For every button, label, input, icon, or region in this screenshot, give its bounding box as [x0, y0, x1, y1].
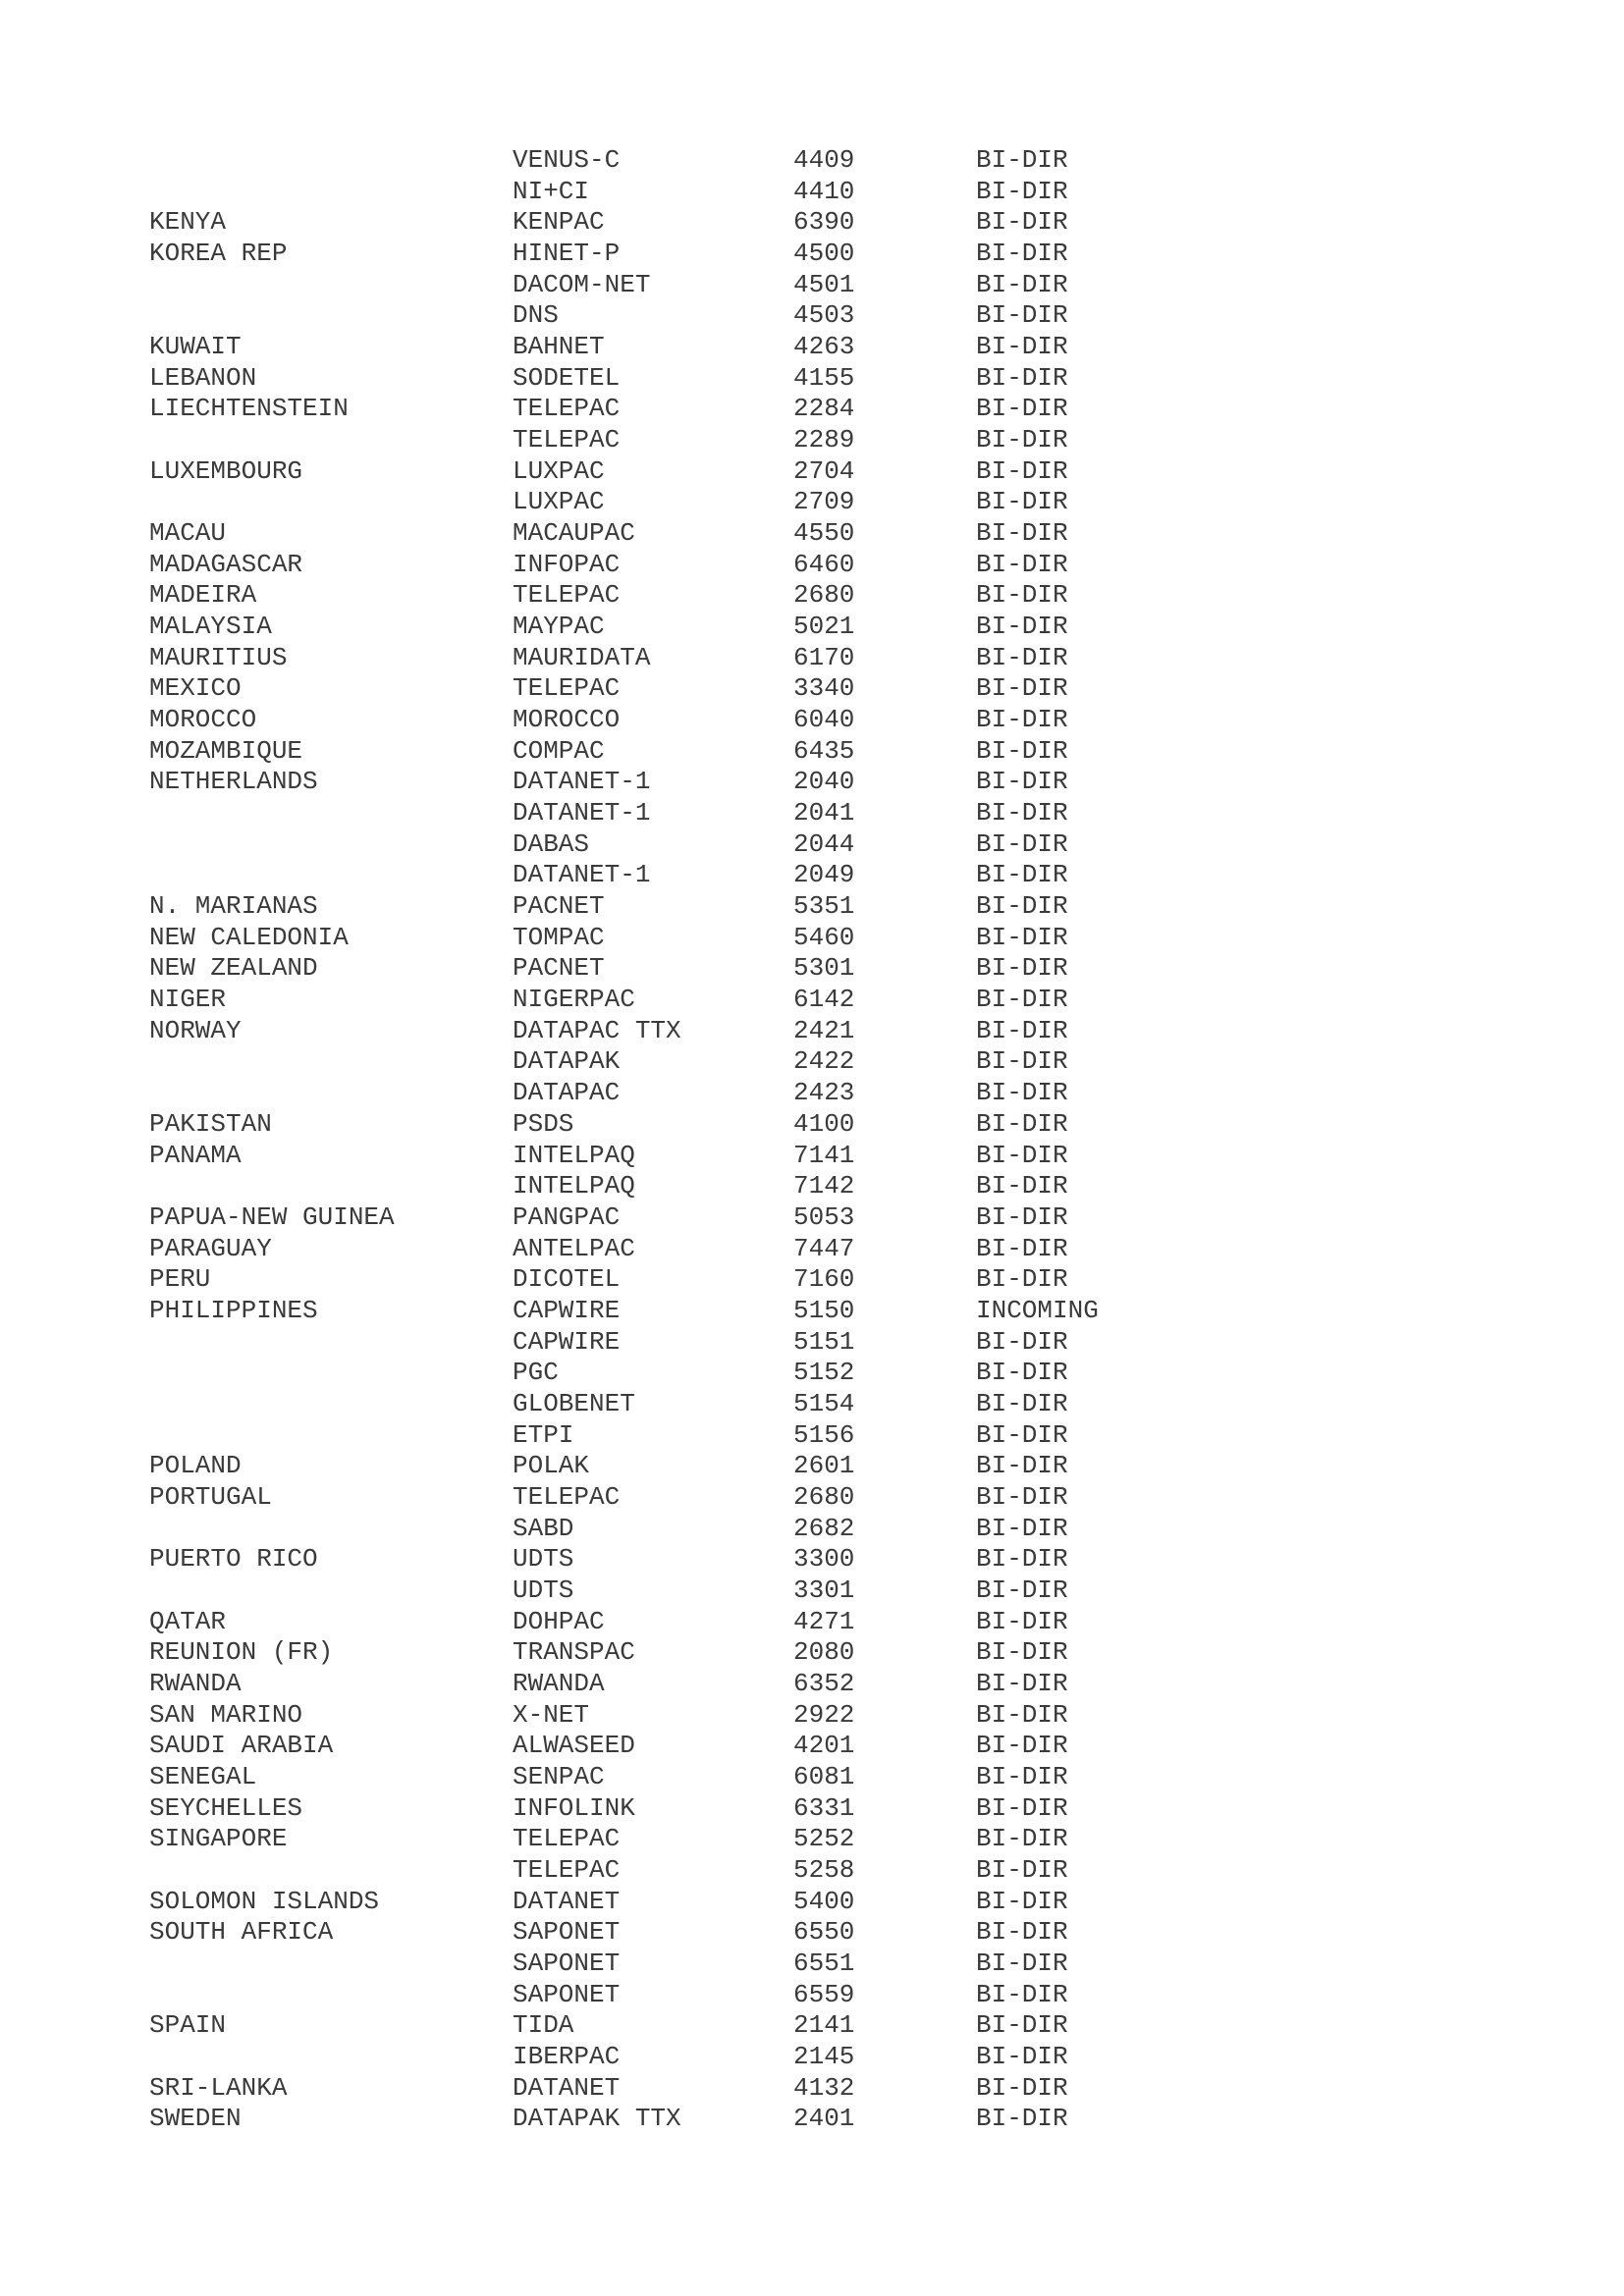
mode-cell: BI-DIR — [976, 891, 1068, 922]
table-row — [149, 1544, 1229, 1575]
table-row — [149, 1855, 1229, 1887]
dnic-cell: 5258 — [793, 1854, 855, 1885]
table-row — [149, 923, 1229, 954]
mode-cell: BI-DIR — [976, 860, 1068, 890]
country-cell: NORWAY — [149, 1015, 242, 1045]
mode-cell: BI-DIR — [976, 145, 1068, 175]
country-cell: PHILIPPINES — [149, 1295, 318, 1325]
table-row — [149, 1264, 1229, 1296]
mode-cell: BI-DIR — [976, 1606, 1068, 1636]
dnic-cell: 6550 — [793, 1917, 855, 1948]
network-cell: PACNET — [513, 953, 605, 984]
mode-cell: BI-DIR — [976, 239, 1068, 269]
network-cell: PGC — [513, 1358, 559, 1388]
mode-cell: BI-DIR — [976, 673, 1068, 704]
country-cell: MOZAMBIQUE — [149, 735, 303, 766]
mode-cell: BI-DIR — [976, 1544, 1068, 1575]
mode-cell: BI-DIR — [976, 705, 1068, 735]
mode-cell: BI-DIR — [976, 922, 1068, 952]
dnic-cell: 2284 — [793, 394, 855, 424]
table-row — [149, 1607, 1229, 1638]
table-row — [149, 1824, 1229, 1855]
network-cell: GLOBENET — [513, 1388, 635, 1418]
network-cell: RWANDA — [513, 1668, 605, 1698]
dnic-cell: 5351 — [793, 891, 855, 922]
country-cell: SAUDI ARABIA — [149, 1731, 334, 1761]
table-row — [149, 2104, 1229, 2135]
country-cell: N. MARIANAS — [149, 891, 318, 922]
country-cell: SINGAPORE — [149, 1824, 288, 1854]
mode-cell: BI-DIR — [976, 207, 1068, 238]
table-row — [149, 1078, 1229, 1109]
network-cell: INFOLINK — [513, 1792, 635, 1823]
mode-cell: BI-DIR — [976, 612, 1068, 642]
country-cell: RWANDA — [149, 1668, 242, 1698]
country-cell: MALAYSIA — [149, 612, 272, 642]
table-row — [149, 394, 1229, 425]
table-row — [149, 456, 1229, 488]
network-cell: CAPWIRE — [513, 1295, 621, 1325]
table-row — [149, 363, 1229, 395]
network-cell: NIGERPAC — [513, 985, 635, 1015]
mode-cell: BI-DIR — [976, 735, 1068, 766]
dnic-cell: 5152 — [793, 1358, 855, 1388]
dnic-cell: 5021 — [793, 612, 855, 642]
table-row — [149, 550, 1229, 581]
mode-cell: BI-DIR — [976, 1264, 1068, 1295]
mode-cell: BI-DIR — [976, 2010, 1068, 2041]
dnic-cell: 5151 — [793, 1326, 855, 1357]
country-cell: LEBANON — [149, 362, 257, 393]
network-cell: TRANSPAC — [513, 1637, 635, 1668]
mode-cell: BI-DIR — [976, 1171, 1068, 1201]
table-row — [149, 1327, 1229, 1359]
mode-cell: BI-DIR — [976, 2104, 1068, 2134]
country-cell: SENEGAL — [149, 1761, 257, 1791]
dnic-cell: 2044 — [793, 828, 855, 859]
table-row — [149, 1980, 1229, 2011]
table-row — [149, 985, 1229, 1016]
network-cell: UDTS — [513, 1575, 574, 1605]
network-cell: PACNET — [513, 891, 605, 922]
network-cell: DICOTEL — [513, 1264, 621, 1295]
dnic-cell: 5460 — [793, 922, 855, 952]
network-cell: DACOM-NET — [513, 269, 651, 299]
country-cell: PAPUA-NEW GUINEA — [149, 1201, 395, 1232]
dnic-cell: 6142 — [793, 985, 855, 1015]
country-cell: SAN MARINO — [149, 1699, 303, 1730]
mode-cell: BI-DIR — [976, 2041, 1068, 2071]
table-row — [149, 1451, 1229, 1482]
country-cell: SOUTH AFRICA — [149, 1917, 334, 1948]
dnic-cell: 7141 — [793, 1140, 855, 1170]
country-cell: LIECHTENSTEIN — [149, 394, 349, 424]
dnic-cell: 6435 — [793, 735, 855, 766]
mode-cell: BI-DIR — [976, 1481, 1068, 1512]
mode-cell: BI-DIR — [976, 455, 1068, 486]
country-cell: SOLOMON ISLANDS — [149, 1886, 380, 1916]
mode-cell: BI-DIR — [976, 549, 1068, 579]
dnic-cell: 5252 — [793, 1824, 855, 1854]
country-cell: NIGER — [149, 985, 227, 1015]
dnic-cell: 4271 — [793, 1606, 855, 1636]
table-row — [149, 1793, 1229, 1825]
network-cell: MAURIDATA — [513, 642, 651, 672]
mode-cell: BI-DIR — [976, 798, 1068, 828]
table-row — [149, 270, 1229, 301]
dnic-cell: 2401 — [793, 2104, 855, 2134]
table-row — [149, 300, 1229, 332]
network-cell: TELEPAC — [513, 580, 621, 611]
mode-cell: BI-DIR — [976, 1668, 1068, 1698]
table-row — [149, 1762, 1229, 1793]
dnic-cell: 6352 — [793, 1668, 855, 1698]
mode-cell: BI-DIR — [976, 362, 1068, 393]
table-row — [149, 1389, 1229, 1420]
mode-cell: BI-DIR — [976, 1419, 1068, 1450]
mode-cell: BI-DIR — [976, 1108, 1068, 1139]
mode-cell: BI-DIR — [976, 1326, 1068, 1357]
network-cell: MACAUPAC — [513, 518, 635, 549]
network-cell: TELEPAC — [513, 425, 621, 455]
table-row — [149, 891, 1229, 923]
mode-cell: BI-DIR — [976, 487, 1068, 517]
network-cell: COMPAC — [513, 735, 605, 766]
network-cell: INFOPAC — [513, 549, 621, 579]
network-cell: DNS — [513, 300, 559, 331]
country-cell: MEXICO — [149, 673, 242, 704]
dnic-cell: 5053 — [793, 1201, 855, 1232]
network-cell: MAYPAC — [513, 612, 605, 642]
dnic-cell: 2049 — [793, 860, 855, 890]
network-cell: PANGPAC — [513, 1201, 621, 1232]
network-cell: ANTELPAC — [513, 1233, 635, 1263]
dnic-cell: 2922 — [793, 1699, 855, 1730]
mode-cell: BI-DIR — [976, 1575, 1068, 1605]
dnic-cell: 6040 — [793, 705, 855, 735]
dnic-cell: 4409 — [793, 145, 855, 175]
network-cell: DATANET-1 — [513, 798, 651, 828]
network-cell: DATANET-1 — [513, 860, 651, 890]
country-cell: LUXEMBOURG — [149, 455, 303, 486]
mode-cell: BI-DIR — [976, 176, 1068, 206]
network-cell: SAPONET — [513, 1979, 621, 2009]
mode-cell: BI-DIR — [976, 985, 1068, 1015]
mode-cell: BI-DIR — [976, 1948, 1068, 1978]
mode-cell: BI-DIR — [976, 1731, 1068, 1761]
country-cell: SPAIN — [149, 2010, 227, 2041]
network-cell: ETPI — [513, 1419, 574, 1450]
network-cell: HINET-P — [513, 239, 621, 269]
dnic-cell: 3301 — [793, 1575, 855, 1605]
dnic-cell: 4410 — [793, 176, 855, 206]
table-row — [149, 1046, 1229, 1078]
table-row — [149, 1575, 1229, 1607]
dnic-cell: 2423 — [793, 1078, 855, 1108]
dnic-cell: 2040 — [793, 767, 855, 797]
network-listing — [149, 145, 1229, 2135]
dnic-cell: 4155 — [793, 362, 855, 393]
network-cell: TELEPAC — [513, 394, 621, 424]
dnic-cell: 2680 — [793, 580, 855, 611]
table-row — [149, 1949, 1229, 1980]
dnic-cell: 2709 — [793, 487, 855, 517]
table-row — [149, 518, 1229, 550]
table-row — [149, 177, 1229, 208]
network-cell: MOROCCO — [513, 705, 621, 735]
dnic-cell: 3300 — [793, 1544, 855, 1575]
table-row — [149, 2073, 1229, 2105]
mode-cell: BI-DIR — [976, 2072, 1068, 2103]
mode-cell: BI-DIR — [976, 1233, 1068, 1263]
table-row — [149, 1296, 1229, 1327]
dnic-cell: 2141 — [793, 2010, 855, 2041]
mode-cell: BI-DIR — [976, 953, 1068, 984]
table-row — [149, 2042, 1229, 2073]
table-row — [149, 580, 1229, 612]
country-cell: KOREA REP — [149, 239, 288, 269]
network-cell: SABD — [513, 1513, 574, 1543]
country-cell: PANAMA — [149, 1140, 242, 1170]
mode-cell: BI-DIR — [976, 1140, 1068, 1170]
dnic-cell: 6559 — [793, 1979, 855, 2009]
table-row — [149, 1731, 1229, 1762]
network-cell: BAHNET — [513, 332, 605, 362]
country-cell: SWEDEN — [149, 2104, 242, 2134]
dnic-cell: 5301 — [793, 953, 855, 984]
dnic-cell: 2422 — [793, 1046, 855, 1077]
country-cell: PARAGUAY — [149, 1233, 272, 1263]
dnic-cell: 2601 — [793, 1451, 855, 1481]
mode-cell: BI-DIR — [976, 1854, 1068, 1885]
network-cell: SENPAC — [513, 1761, 605, 1791]
table-row — [149, 798, 1229, 829]
table-row — [149, 425, 1229, 456]
dnic-cell: 6081 — [793, 1761, 855, 1791]
mode-cell: BI-DIR — [976, 1979, 1068, 2009]
network-cell: LUXPAC — [513, 487, 605, 517]
network-cell: DATANET — [513, 1886, 621, 1916]
network-cell: X-NET — [513, 1699, 590, 1730]
network-cell: DOHPAC — [513, 1606, 605, 1636]
mode-cell: BI-DIR — [976, 642, 1068, 672]
mode-cell: BI-DIR — [976, 1761, 1068, 1791]
dnic-cell: 4201 — [793, 1731, 855, 1761]
country-cell: SRI-LANKA — [149, 2072, 288, 2103]
network-cell: KENPAC — [513, 207, 605, 238]
table-row — [149, 673, 1229, 705]
table-row — [149, 1234, 1229, 1265]
mode-cell: BI-DIR — [976, 518, 1068, 549]
network-cell: VENUS-C — [513, 145, 621, 175]
country-cell: KENYA — [149, 207, 227, 238]
country-cell: SEYCHELLES — [149, 1792, 303, 1823]
mode-cell: BI-DIR — [976, 300, 1068, 331]
country-cell: PORTUGAL — [149, 1481, 272, 1512]
table-row — [149, 1637, 1229, 1669]
mode-cell: BI-DIR — [976, 1046, 1068, 1077]
table-row — [149, 829, 1229, 861]
dnic-cell: 7160 — [793, 1264, 855, 1295]
table-row — [149, 487, 1229, 518]
table-row — [149, 1420, 1229, 1452]
mode-cell: BI-DIR — [976, 1699, 1068, 1730]
dnic-cell: 6460 — [793, 549, 855, 579]
mode-cell: BI-DIR — [976, 1078, 1068, 1108]
table-row — [149, 736, 1229, 768]
network-cell: INTELPAQ — [513, 1140, 635, 1170]
country-cell: PAKISTAN — [149, 1108, 272, 1139]
mode-cell: BI-DIR — [976, 1201, 1068, 1232]
network-cell: DATAPAK — [513, 1046, 621, 1077]
country-cell: MAURITIUS — [149, 642, 288, 672]
dnic-cell: 4263 — [793, 332, 855, 362]
mode-cell: BI-DIR — [976, 828, 1068, 859]
network-cell: TELEPAC — [513, 1824, 621, 1854]
dnic-cell: 5400 — [793, 1886, 855, 1916]
table-row — [149, 1482, 1229, 1514]
network-cell: DATAPAK TTX — [513, 2104, 681, 2134]
network-cell: INTELPAQ — [513, 1171, 635, 1201]
table-row — [149, 767, 1229, 798]
dnic-cell: 2145 — [793, 2041, 855, 2071]
network-cell: POLAK — [513, 1451, 590, 1481]
table-row — [149, 1202, 1229, 1234]
network-cell: SAPONET — [513, 1917, 621, 1948]
table-row — [149, 332, 1229, 363]
table-row — [149, 2010, 1229, 2042]
table-row — [149, 612, 1229, 643]
network-cell: DATANET-1 — [513, 767, 651, 797]
table-row — [149, 1887, 1229, 1918]
network-cell: TIDA — [513, 2010, 574, 2041]
mode-cell: BI-DIR — [976, 1388, 1068, 1418]
table-row — [149, 643, 1229, 674]
network-cell: SAPONET — [513, 1948, 621, 1978]
dnic-cell: 2421 — [793, 1015, 855, 1045]
network-cell: IBERPAC — [513, 2041, 621, 2071]
dnic-cell: 5154 — [793, 1388, 855, 1418]
network-cell: DABAS — [513, 828, 590, 859]
dnic-cell: 2080 — [793, 1637, 855, 1668]
table-row — [149, 953, 1229, 985]
dnic-cell: 4503 — [793, 300, 855, 331]
dnic-cell: 6170 — [793, 642, 855, 672]
network-cell: ALWASEED — [513, 1731, 635, 1761]
mode-cell: BI-DIR — [976, 269, 1068, 299]
mode-cell: BI-DIR — [976, 332, 1068, 362]
dnic-cell: 7447 — [793, 1233, 855, 1263]
country-cell: POLAND — [149, 1451, 242, 1481]
dnic-cell: 2041 — [793, 798, 855, 828]
table-row — [149, 1514, 1229, 1545]
country-cell: QATAR — [149, 1606, 227, 1636]
network-cell: TELEPAC — [513, 673, 621, 704]
table-row — [149, 705, 1229, 736]
table-row — [149, 1016, 1229, 1047]
dnic-cell: 4501 — [793, 269, 855, 299]
network-cell: DATAPAC — [513, 1078, 621, 1108]
dnic-cell: 4550 — [793, 518, 855, 549]
dnic-cell: 2704 — [793, 455, 855, 486]
mode-cell: BI-DIR — [976, 1358, 1068, 1388]
country-cell: NEW CALEDONIA — [149, 922, 349, 952]
country-cell: PERU — [149, 1264, 211, 1295]
dnic-cell: 3340 — [793, 673, 855, 704]
dnic-cell: 7142 — [793, 1171, 855, 1201]
table-row — [149, 1109, 1229, 1141]
network-cell: UDTS — [513, 1544, 574, 1575]
table-row — [149, 1171, 1229, 1202]
dnic-cell: 2680 — [793, 1481, 855, 1512]
mode-cell: BI-DIR — [976, 1792, 1068, 1823]
table-row — [149, 1669, 1229, 1700]
dnic-cell: 5150 — [793, 1295, 855, 1325]
mode-cell: BI-DIR — [976, 1015, 1068, 1045]
dnic-cell: 4100 — [793, 1108, 855, 1139]
network-cell: TOMPAC — [513, 922, 605, 952]
table-row — [149, 860, 1229, 891]
country-cell: NEW ZEALAND — [149, 953, 318, 984]
mode-cell: BI-DIR — [976, 1824, 1068, 1854]
country-cell: MOROCCO — [149, 705, 257, 735]
dnic-cell: 6551 — [793, 1948, 855, 1978]
country-cell: PUERTO RICO — [149, 1544, 318, 1575]
mode-cell: BI-DIR — [976, 425, 1068, 455]
network-cell: DATAPAC TTX — [513, 1015, 681, 1045]
mode-cell: BI-DIR — [976, 1637, 1068, 1668]
mode-cell: BI-DIR — [976, 1513, 1068, 1543]
dnic-cell: 6331 — [793, 1792, 855, 1823]
dnic-cell: 6390 — [793, 207, 855, 238]
table-row — [149, 239, 1229, 270]
table-row — [149, 1917, 1229, 1949]
country-cell: REUNION (FR) — [149, 1637, 334, 1668]
country-cell: MACAU — [149, 518, 227, 549]
country-cell: MADAGASCAR — [149, 549, 303, 579]
mode-cell: INCOMING — [976, 1295, 1099, 1325]
dnic-cell: 2289 — [793, 425, 855, 455]
dnic-cell: 4500 — [793, 239, 855, 269]
network-cell: TELEPAC — [513, 1854, 621, 1885]
table-row — [149, 145, 1229, 177]
mode-cell: BI-DIR — [976, 580, 1068, 611]
country-cell: MADEIRA — [149, 580, 257, 611]
network-cell: TELEPAC — [513, 1481, 621, 1512]
mode-cell: BI-DIR — [976, 767, 1068, 797]
network-cell: DATANET — [513, 2072, 621, 2103]
mode-cell: BI-DIR — [976, 1917, 1068, 1948]
dnic-cell: 2682 — [793, 1513, 855, 1543]
network-cell: PSDS — [513, 1108, 574, 1139]
mode-cell: BI-DIR — [976, 1451, 1068, 1481]
network-cell: LUXPAC — [513, 455, 605, 486]
country-cell: KUWAIT — [149, 332, 242, 362]
mode-cell: BI-DIR — [976, 1886, 1068, 1916]
table-row — [149, 1700, 1229, 1732]
table-row — [149, 1141, 1229, 1172]
country-cell: NETHERLANDS — [149, 767, 318, 797]
network-cell: NI+CI — [513, 176, 590, 206]
network-cell: CAPWIRE — [513, 1326, 621, 1357]
mode-cell: BI-DIR — [976, 394, 1068, 424]
network-cell: SODETEL — [513, 362, 621, 393]
table-row — [149, 1358, 1229, 1389]
table-row — [149, 207, 1229, 239]
dnic-cell: 4132 — [793, 2072, 855, 2103]
dnic-cell: 5156 — [793, 1419, 855, 1450]
